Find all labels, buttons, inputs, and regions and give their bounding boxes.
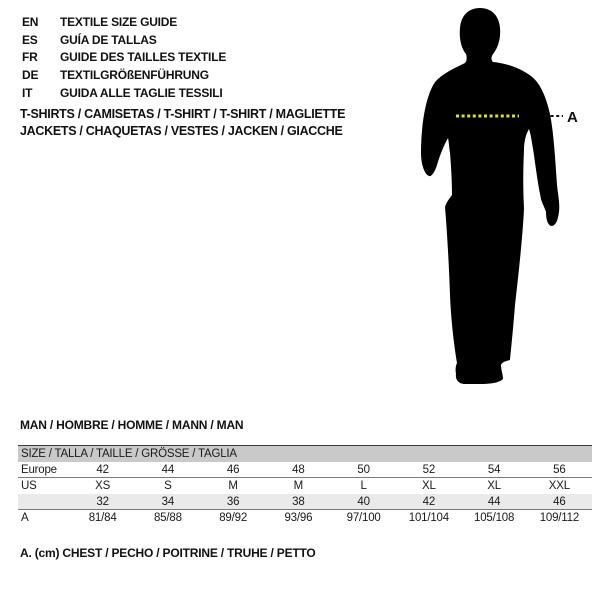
size-table: [18, 445, 592, 526]
size-cell: 50: [357, 463, 370, 476]
gender-heading: MAN / HOMBRE / HOMME / MANN / MAN: [20, 418, 244, 432]
size-cell: 89/92: [219, 512, 248, 524]
size-cell: 38: [292, 495, 305, 508]
language-code: IT: [22, 85, 33, 100]
language-row-en: [22, 13, 226, 31]
size-cell: 46: [553, 495, 566, 508]
table-row-europe: [18, 462, 592, 478]
language-title: GUIDE DES TAILLES TEXTILE: [60, 50, 227, 65]
row-label: US: [21, 480, 37, 492]
table-row-chest-a: [18, 510, 592, 526]
size-cell: 32: [96, 495, 109, 508]
size-cell: XXL: [548, 480, 570, 492]
size-cell: 109/112: [539, 512, 580, 524]
category-tshirts: T-SHIRTS / CAMISETAS / T-SHIRT / T-SHIRT / MAGLIETTE: [20, 107, 346, 121]
size-cell: XS: [95, 480, 111, 492]
size-cell: 101/104: [408, 512, 449, 524]
size-cell: 42: [422, 495, 436, 508]
measure-label-a: A: [567, 109, 578, 126]
language-row-es: [22, 31, 226, 49]
row-label: A: [21, 512, 29, 524]
language-title: GUÍA DE TALLAS: [60, 32, 157, 47]
size-cell: 93/96: [284, 512, 313, 524]
size-cell: S: [164, 480, 172, 492]
language-row-it: [22, 84, 226, 102]
garment-categories: [20, 106, 345, 139]
language-title: TEXTILGRÖßENFÜHRUNG: [60, 67, 209, 82]
table-row-uk: [18, 494, 592, 510]
language-code: EN: [22, 14, 39, 29]
size-cell: M: [228, 480, 238, 492]
language-row-fr: [22, 48, 226, 66]
size-cell: M: [293, 480, 304, 492]
language-code: DE: [22, 67, 39, 82]
size-table-header: SIZE / TALLA / TAILLE / GRÖSSE / TAGLIA: [18, 446, 592, 462]
size-cell: 44: [487, 495, 501, 508]
language-row-de: [22, 66, 226, 84]
size-cell: 81/84: [88, 512, 117, 524]
size-cell: 52: [422, 463, 436, 476]
size-cell: 97/100: [346, 512, 381, 524]
language-title: TEXTILE SIZE GUIDE: [60, 14, 178, 29]
size-cell: 46: [226, 463, 240, 476]
language-list: [22, 13, 226, 101]
size-cell: XL: [422, 480, 436, 492]
category-jackets: JACKETS / CHAQUETAS / VESTES / JACKEN / GIACCHE: [20, 123, 343, 138]
language-code: ES: [22, 32, 38, 47]
language-code: FR: [22, 50, 38, 65]
size-cell: 54: [487, 463, 501, 476]
size-cell: 34: [161, 495, 175, 508]
size-cell: 105/108: [474, 512, 515, 524]
size-cell: 36: [226, 495, 240, 508]
man-silhouette-figure: [405, 5, 583, 390]
size-cell: L: [360, 480, 367, 492]
size-cell: 44: [161, 463, 175, 476]
table-row-us: [18, 478, 592, 494]
size-cell: 42: [96, 463, 109, 476]
size-cell: 85/88: [153, 512, 182, 524]
man-silhouette: [421, 8, 559, 384]
size-cell: XL: [487, 480, 501, 492]
row-label: Europe: [21, 463, 57, 476]
size-cell: 40: [357, 495, 370, 508]
language-title: GUIDA ALLE TAGLIE TESSILI: [60, 85, 223, 100]
size-cell: 48: [292, 463, 305, 476]
measurement-footnote: A. (cm) CHEST / PECHO / POITRINE / TRUHE / PETTO: [20, 546, 316, 560]
size-cell: 56: [553, 463, 566, 476]
